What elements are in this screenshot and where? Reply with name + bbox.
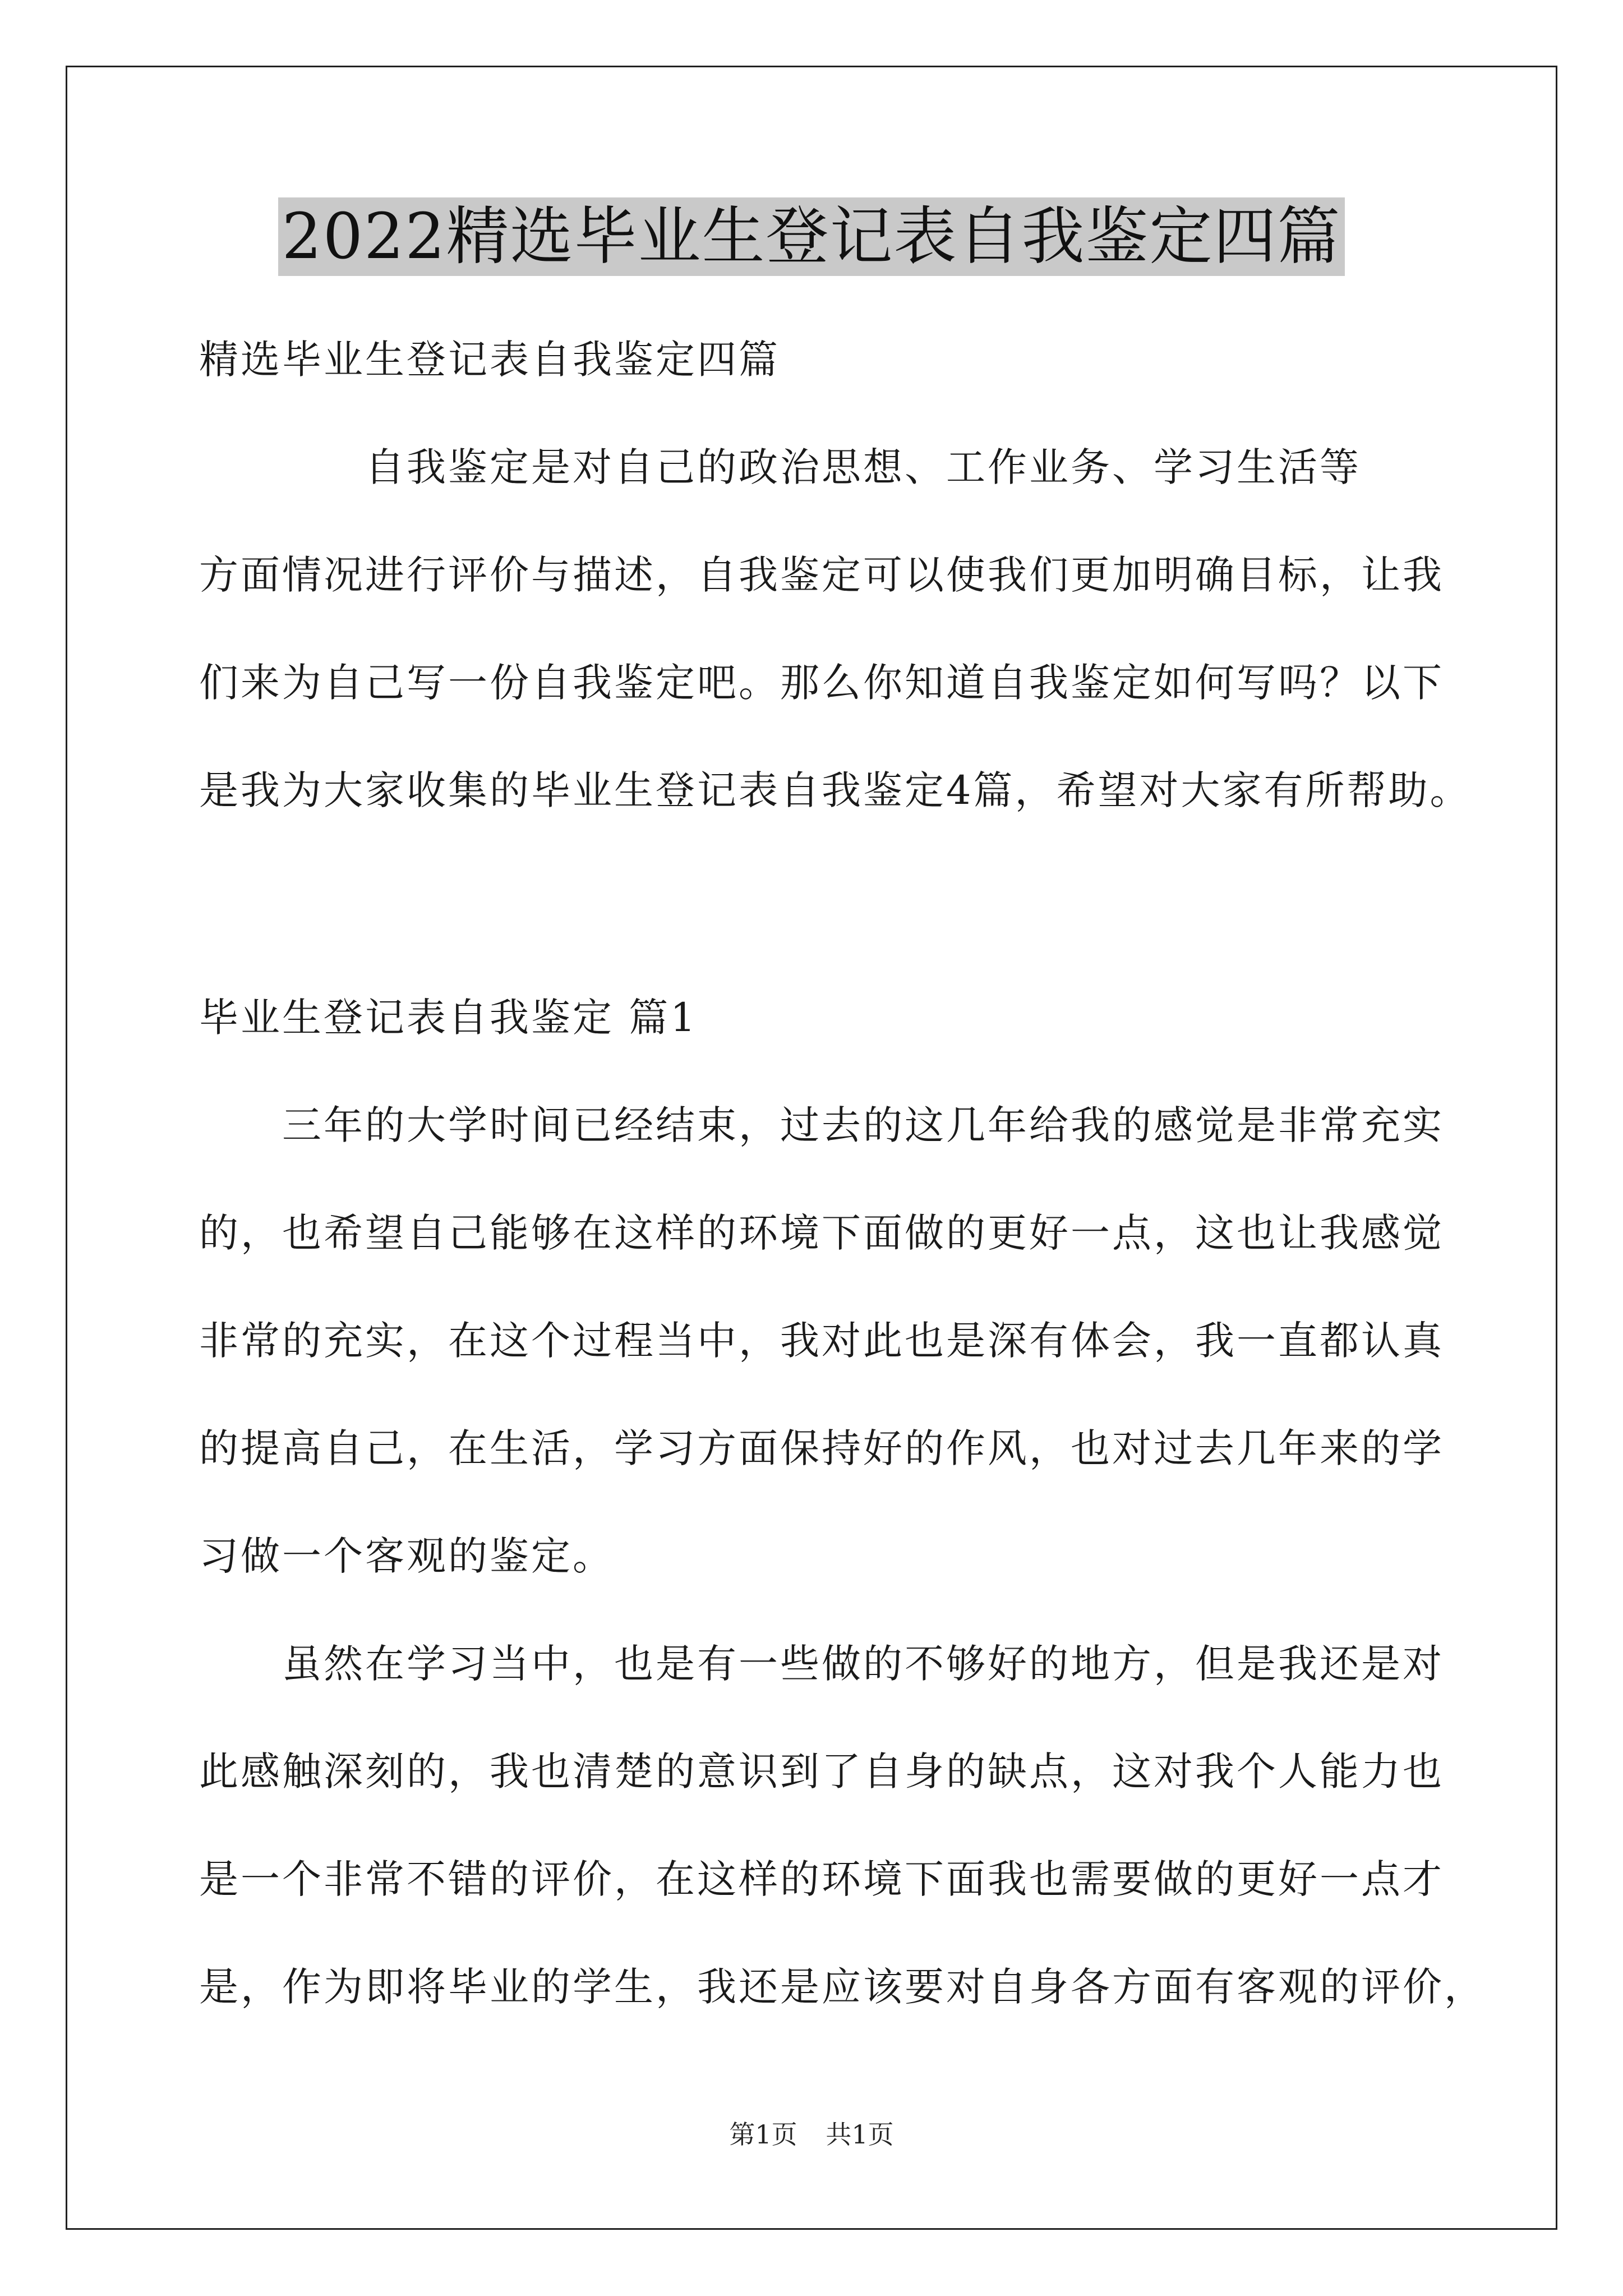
section-heading: 毕业生登记表自我鉴定 篇1 — [199, 995, 698, 1041]
paragraph-line: 的，也希望自己能够在这样的环境下面做的更好一点，这也让我感觉 — [199, 1210, 1444, 1256]
title-container — [0, 197, 1623, 276]
document-subtitle: 精选毕业生登记表自我鉴定四篇 — [199, 337, 780, 383]
page-total: 共1页 — [826, 2119, 894, 2150]
paragraph-line: 此感触深刻的，我也清楚的意识到了自身的缺点，这对我个人能力也 — [199, 1749, 1444, 1795]
paragraph-line: 方面情况进行评价与描述，自我鉴定可以使我们更加明确目标，让我 — [199, 552, 1444, 598]
paragraph-line: 们来为自己写一份自我鉴定吧。那么你知道自我鉴定如何写吗？以下 — [199, 660, 1444, 706]
paragraph-1 — [199, 1071, 1444, 1610]
paragraph-line: 自我鉴定是对自己的政治思想、工作业务、学习生活等 — [199, 444, 1361, 490]
intro-paragraph — [199, 413, 1472, 844]
paragraph-line: 虽然在学习当中，也是有一些做的不够好的地方，但是我还是对 — [199, 1641, 1444, 1687]
paragraph-line: 三年的大学时间已经结束，过去的这几年给我的感觉是非常充实 — [199, 1102, 1444, 1148]
paragraph-line: 非常的充实，在这个过程当中，我对此也是深有体会，我一直都认真 — [199, 1318, 1444, 1364]
paragraph-line: 是，作为即将毕业的学生，我还是应该要对自身各方面有客观的评价， — [199, 1964, 1486, 2010]
paragraph-line: 习做一个客观的鉴定。 — [199, 1533, 614, 1579]
paragraph-line: 是我为大家收集的毕业生登记表自我鉴定4篇，希望对大家有所帮助。 — [199, 767, 1472, 813]
document-title: 2022精选毕业生登记表自我鉴定四篇 — [278, 197, 1344, 276]
page-number: 第1页 — [729, 2119, 797, 2150]
subtitle-block — [199, 306, 1433, 413]
paragraph-line: 的提高自己，在生活，学习方面保持好的作风，也对过去几年来的学 — [199, 1425, 1444, 1471]
paragraph-2 — [199, 1610, 1486, 2041]
paragraph-line: 是一个非常不错的评价，在这样的环境下面我也需要做的更好一点才 — [199, 1856, 1444, 1902]
section-heading-block — [199, 964, 1433, 1071]
page-footer — [0, 2118, 1623, 2151]
